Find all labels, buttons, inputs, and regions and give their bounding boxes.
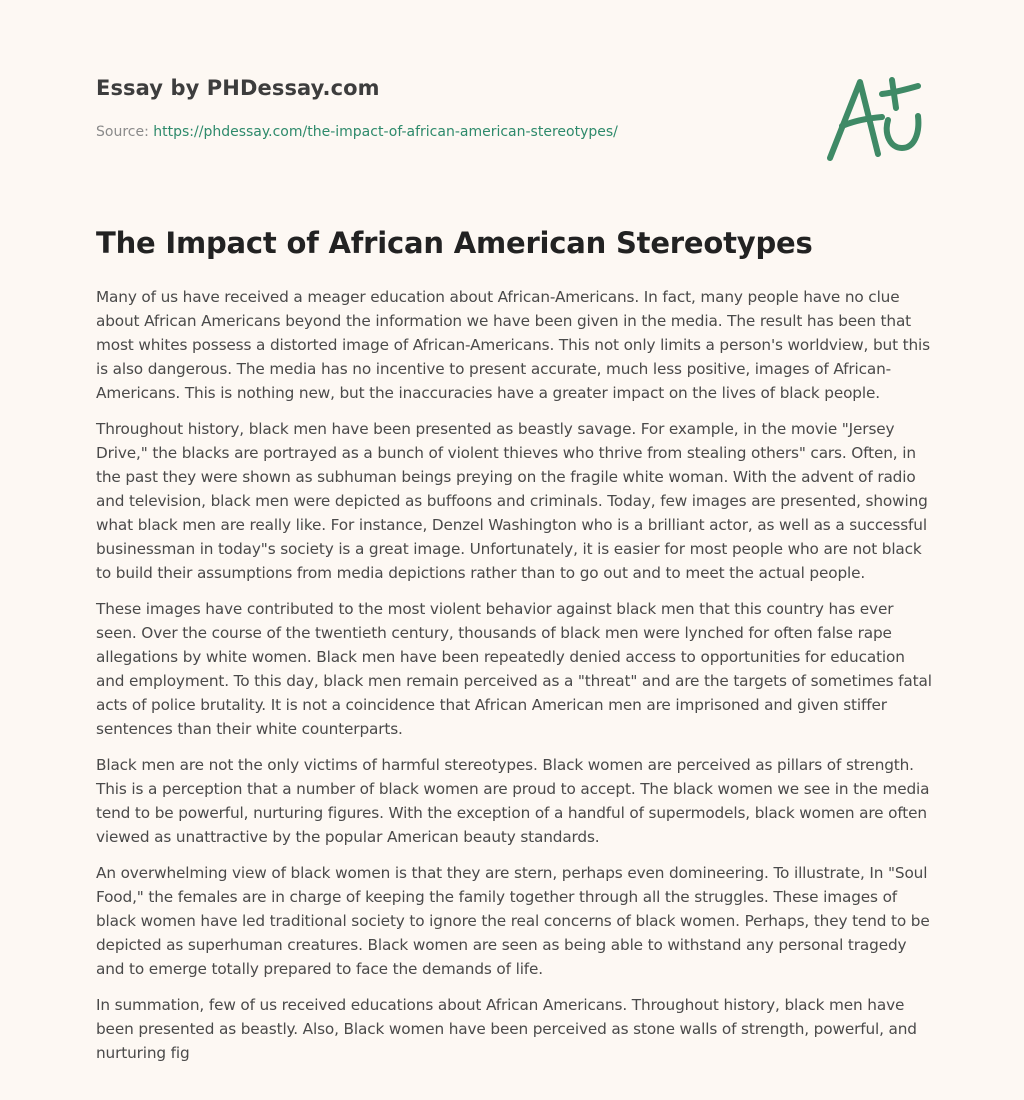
essay-body bbox=[96, 285, 934, 1077]
essay-paragraph: Many of us have received a meager education about African-Americans. In fact, many people have no clue about African Americans beyond the information we have been given in the media. The result has been that most whites possess a distorted image of African-Americans. This not only limits a person's worldview, but this is also dangerous. The media has no incentive to present accurate, much less positive, images of African-Americans. This is nothing new, but the inaccuracies have a greater impact on the lives of black people. bbox=[96, 288, 930, 402]
essay-paragraph: These images have contributed to the most violent behavior against black men that this country has ever seen. Over the course of the twentieth century, thousands of black men were lynched for often false rape allegations by white women. Black men have been repeatedly denied access to opportunities for education and employment. To this day, black men remain perceived as a "threat" and are the targets of sometimes fatal acts of police brutality. It is not a coincidence that African American men are imprisoned and given stiffer sentences than their white counterparts. bbox=[96, 600, 932, 738]
site-brand: Essay by PHDessay.com bbox=[96, 76, 380, 100]
source-line bbox=[96, 124, 618, 140]
essay-paragraph: Throughout history, black men have been presented as beastly savage. For example, in the movie "Jersey Drive," the blacks are portrayed as a bunch of violent thieves who thrive from stealing others" cars. Often, in the past they were shown as subhuman beings preying on the fragile white woman. With the advent of radio and television, black men were depicted as buffoons and criminals. Today, few images are presented, showing what black men are really like. For instance, Denzel Washington who is a brilliant actor, as well as a successful businessman in today"s society is a great image. Unfortunately, it is easier for most people who are not black to build their assumptions from media depictions rather than to go out and to meet the actual people. bbox=[96, 420, 928, 582]
a-plus-logo-icon bbox=[822, 68, 930, 164]
essay-paragraph: In summation, few of us received educations about African Americans. Throughout history, black men have been presented as beastly. Also, Black women have been perceived as stone walls of strength, powerful, and nurturing fig bbox=[96, 996, 917, 1062]
essay-paragraph: An overwhelming view of black women is that they are stern, perhaps even domineering. To illustrate, In "Soul Food," the females are in charge of keeping the family together through all the struggles. These images of black women have led traditional society to ignore the real concerns of black women. Perhaps, they tend to be depicted as superhuman creatures. Black women are seen as being able to withstand any personal tragedy and to emerge totally prepared to face the demands of life. bbox=[96, 864, 930, 978]
essay-title: The Impact of African American Stereotypes bbox=[96, 226, 813, 260]
source-label: Source: bbox=[96, 124, 154, 140]
essay-paragraph: Black men are not the only victims of harmful stereotypes. Black women are perceived as pillars of strength. This is a perception that a number of black women are proud to accept. The black women we see in the media tend to be powerful, nurturing figures. With the exception of a handful of supermodels, black women are often viewed as unattractive by the popular American beauty standards. bbox=[96, 756, 930, 846]
source-link[interactable]: https://phdessay.com/the-impact-of-african-american-stereotypes/ bbox=[153, 124, 618, 140]
